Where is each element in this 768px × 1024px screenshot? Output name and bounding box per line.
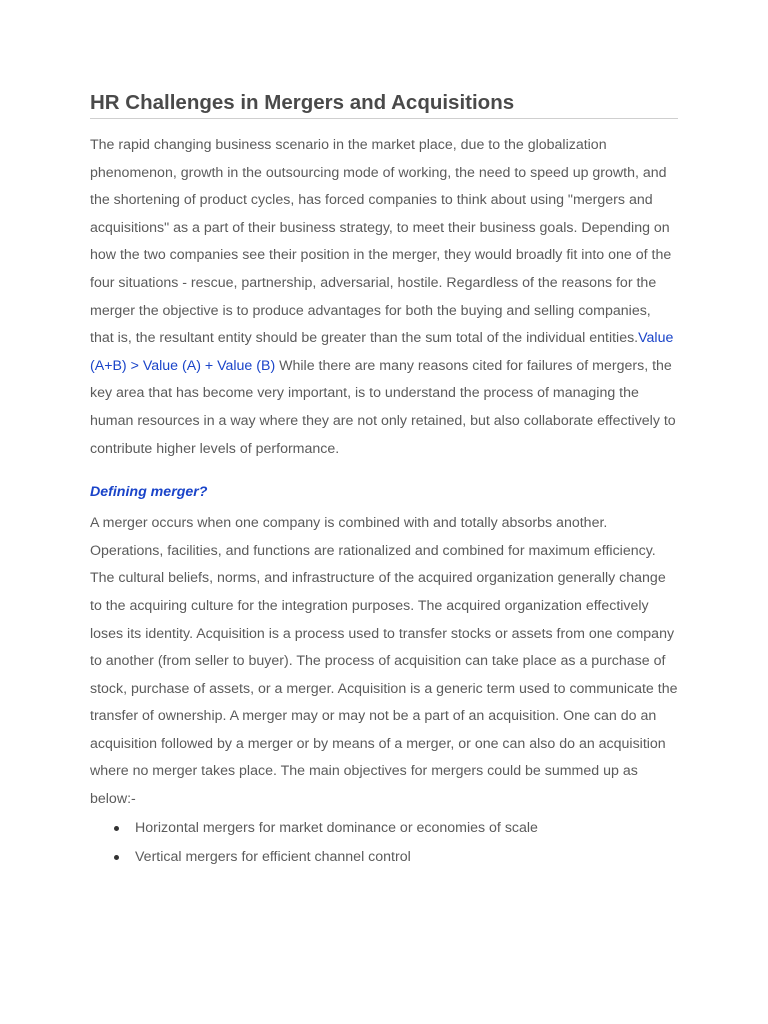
document-page [90, 90, 678, 872]
list-item [90, 843, 678, 872]
bullet-icon [114, 826, 119, 831]
page-title: HR Challenges in Mergers and Acquisitions [90, 90, 678, 119]
intro-text-part2: While there are many reasons cited for failures of mergers, the key area that has become very important, is to understand the process of managing the human resources in a way where they are not only retained, but also collaborate effectively to contribute higher levels of performance. [90, 357, 676, 457]
list-item [90, 814, 678, 843]
objectives-list [90, 814, 678, 872]
section-heading: Defining merger? [90, 484, 208, 501]
bullet-icon [114, 855, 119, 860]
list-item-text: Vertical mergers for efficient channel control [135, 848, 411, 865]
list-item-text: Horizontal mergers for market dominance or economies of scale [135, 819, 538, 836]
intro-text-part1: The rapid changing business scenario in the market place, due to the globalization phenomenon, growth in the outsourcing mode of working, the need to speed up growth, and the shortening of product cycles, has forced companies to think about using "mergers and acquisitions" as a part of their business strategy, to meet their business goals. Depending on how the two companies see their position in the merger, they would broadly fit into one of the four situations - rescue, partnership, adversarial, hostile. Regardless of the reasons for the merger the objective is to produce advantages for both the buying and selling companies, that is, the resultant entity should be greater than the sum total of the individual entities. [90, 137, 672, 347]
intro-paragraph [90, 132, 678, 463]
section-paragraph: A merger occurs when one company is combined with and totally absorbs another. Operations, facilities, and functions are rationalized and combined for maximum efficiency. The cultural beliefs, norms, and infrastructure of the acquired organization generally change to the acquiring culture for the integration purposes. The acquired organization effectively loses its identity. Acquisition is a process used to transfer stocks or assets from one company to another (from seller to buyer). The process of acquisition can take place as a purchase of stock, purchase of assets, or a merger. Acquisition is a generic term used to communicate the transfer of ownership. A merger may or may not be a part of an acquisition. One can do an acquisition followed by a merger or by means of a merger, or one can also do an acquisition where no merger takes place. The main objectives for mergers could be summed up as below:- [90, 515, 678, 808]
value-formula-link[interactable]: Value (A+B) > Value (A) + Value (B) [90, 330, 674, 374]
